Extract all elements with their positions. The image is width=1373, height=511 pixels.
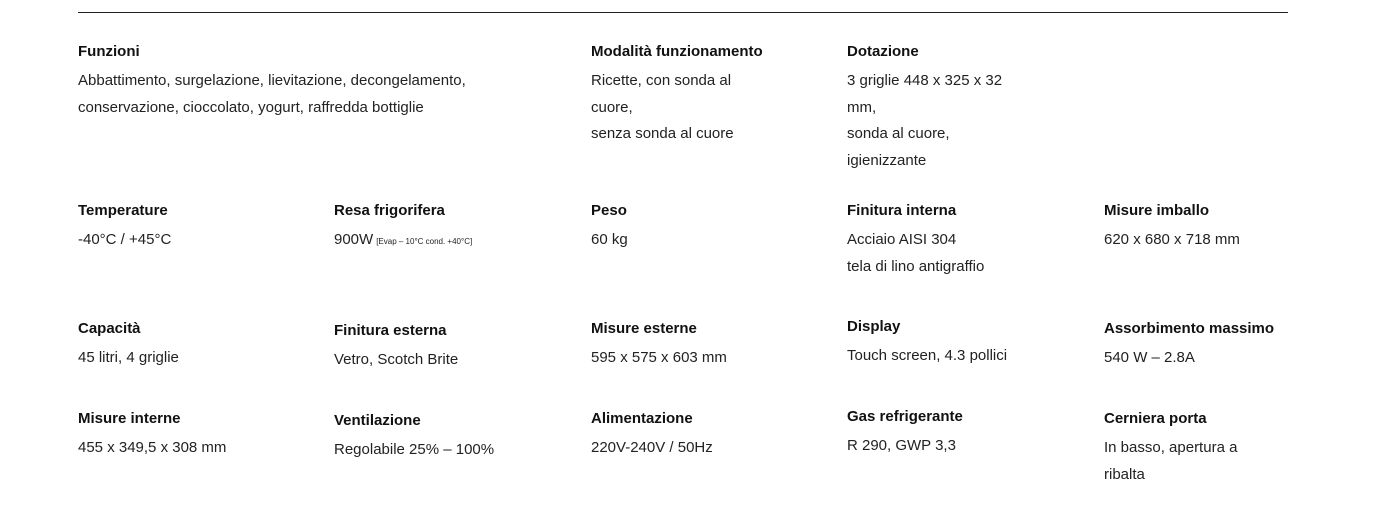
resa-note: [Evap – 10°C cond. +40°C] xyxy=(376,237,473,246)
spec-value-line: 60 kg xyxy=(591,231,628,248)
spec-ventilazione xyxy=(334,411,574,464)
spec-value-line: Touch screen, 4.3 pollici xyxy=(847,347,1008,364)
spec-finitura-interna xyxy=(847,201,1087,280)
spec-value-line: R 290, GWP 3,3 xyxy=(847,437,956,454)
spec-cerniera-porta xyxy=(1104,409,1344,488)
spec-value-line: 455 x 349,5 x 308 mm xyxy=(78,439,227,456)
spec-title: Finitura esterna xyxy=(334,322,447,339)
spec-misure-esterne xyxy=(591,319,831,372)
spec-gas-refrigerante xyxy=(847,407,1087,460)
spec-misure-imballo xyxy=(1104,201,1344,254)
spec-temperature xyxy=(78,201,318,254)
spec-title: Funzioni xyxy=(78,43,140,60)
spec-value-line: conservazione, cioccolato, yogurt, raffredda bottiglie xyxy=(78,98,424,116)
spec-value-line: mm, xyxy=(847,98,877,116)
spec-value-line: -40°C / +45°C xyxy=(78,231,172,248)
spec-title: Resa frigorifera xyxy=(334,202,445,219)
spec-dotazione xyxy=(847,42,1087,174)
spec-title: Assorbimento massimo xyxy=(1104,320,1275,337)
spec-title: Alimentazione xyxy=(591,410,693,427)
spec-value-line xyxy=(334,227,574,256)
spec-value-line: Abbattimento, surgelazione, lievitazione, decongelamento, xyxy=(78,72,466,89)
spec-title: Peso xyxy=(591,202,627,219)
spec-title: Ventilazione xyxy=(334,412,421,429)
spec-value-line: tela di lino antigraffio xyxy=(847,257,985,275)
spec-title: Gas refrigerante xyxy=(847,408,963,425)
spec-value-line: 540 W – 2.8A xyxy=(1104,349,1195,366)
spec-value-line: Ricette, con sonda al xyxy=(591,72,732,89)
spec-peso xyxy=(591,201,831,254)
spec-capacita xyxy=(78,319,318,372)
spec-finitura-esterna xyxy=(334,321,574,374)
spec-alimentazione xyxy=(591,409,831,462)
spec-value-line: 620 x 680 x 718 mm xyxy=(1104,231,1240,248)
spec-value-line: 595 x 575 x 603 mm xyxy=(591,349,727,366)
spec-misure-interne xyxy=(78,409,318,462)
spec-value-line: ribalta xyxy=(1104,465,1145,483)
spec-title: Display xyxy=(847,318,901,335)
spec-title: Dotazione xyxy=(847,43,919,60)
spec-title: Capacità xyxy=(78,320,141,337)
spec-title: Cerniera porta xyxy=(1104,410,1207,427)
spec-value-line: Acciaio AISI 304 xyxy=(847,231,957,248)
spec-funzioni xyxy=(78,42,548,121)
resa-value: 900W xyxy=(334,231,374,248)
spec-value-line: igienizzante xyxy=(847,151,927,169)
spec-assorbimento-massimo xyxy=(1104,319,1344,372)
spec-title: Misure interne xyxy=(78,410,181,427)
spec-title: Finitura interna xyxy=(847,202,957,219)
spec-modalita-funzionamento xyxy=(591,42,831,148)
spec-resa-frigorifera xyxy=(334,201,574,256)
spec-value-line: Regolabile 25% – 100% xyxy=(334,441,495,458)
spec-value-line: 45 litri, 4 griglie xyxy=(78,349,179,366)
spec-value-line: 220V-240V / 50Hz xyxy=(591,439,713,456)
top-divider xyxy=(78,12,1288,13)
spec-title: Misure esterne xyxy=(591,320,697,337)
spec-title: Misure imballo xyxy=(1104,202,1210,219)
spec-display xyxy=(847,317,1087,370)
spec-value-line: cuore, xyxy=(591,98,633,116)
spec-title: Temperature xyxy=(78,202,168,219)
spec-value-line: In basso, apertura a xyxy=(1104,439,1238,456)
spec-title: Modalità funzionamento xyxy=(591,43,763,60)
spec-value-line: 3 griglie 448 x 325 x 32 xyxy=(847,72,1003,89)
spec-value-line: senza sonda al cuore xyxy=(591,125,734,142)
spec-value-line: sonda al cuore, xyxy=(847,125,950,142)
spec-value-line: Vetro, Scotch Brite xyxy=(334,351,459,368)
